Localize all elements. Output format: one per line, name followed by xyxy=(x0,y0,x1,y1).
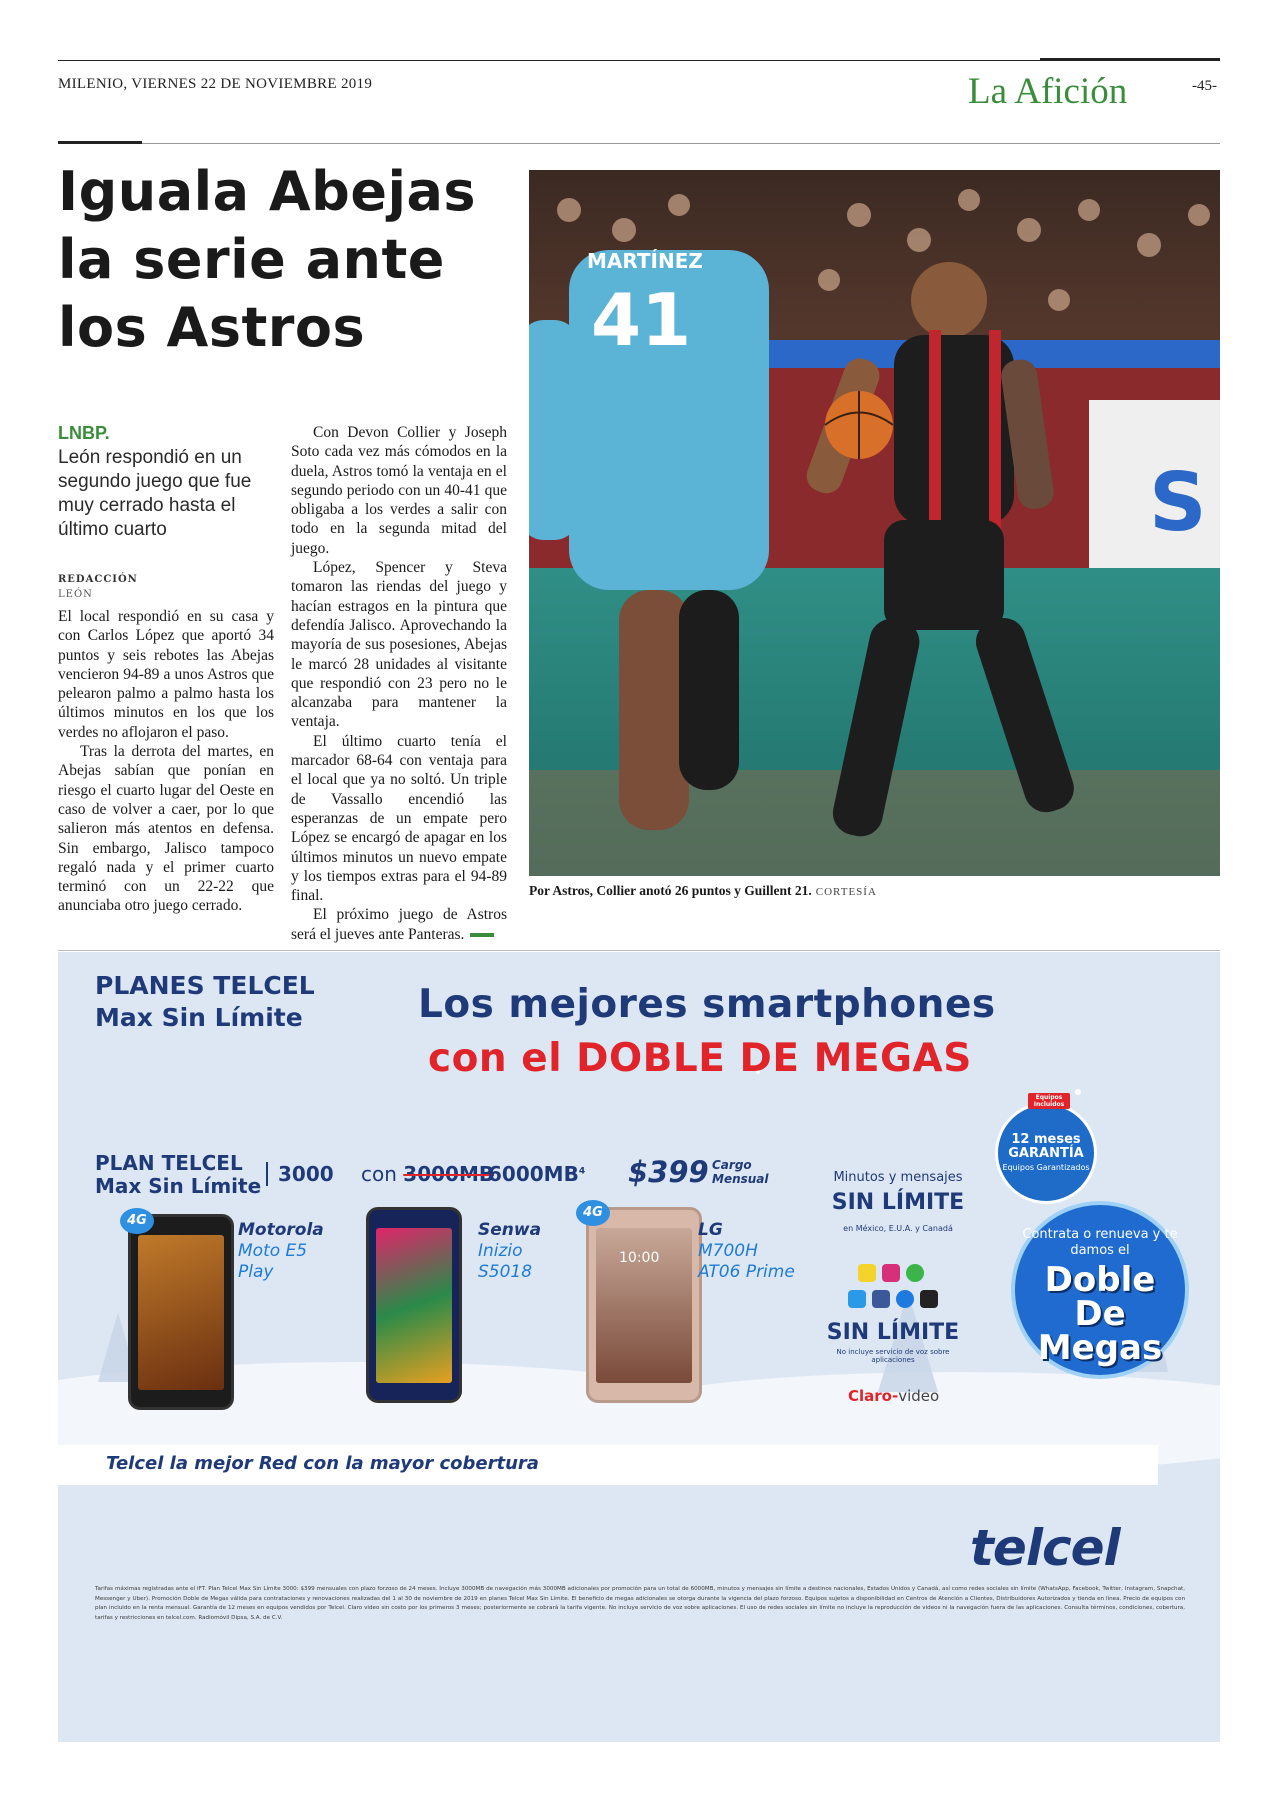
ad-title-line2 xyxy=(428,1036,972,1081)
body-paragraph: El local respondió en su casa y con Carlos López que aportó 34 puntos y seis rebotes las Abejas vencieron 94-89 a unos Astros que pelearon palmo a palmo hasta los últimos minutos en los que los verdes no aflojaron el paso. xyxy=(58,608,274,741)
telcel-advertisement xyxy=(58,952,1220,1742)
plan-number: 3000 xyxy=(266,1162,334,1186)
article-headline: Iguala Abejas la serie ante los Astros xyxy=(58,160,477,359)
phone-brand: LG xyxy=(698,1220,723,1240)
ad-rule xyxy=(58,950,1220,951)
no-voice-note: No incluye servicio de voz sobre aplicaciones xyxy=(836,1348,950,1364)
ad-plans-line1: PLANES TELCEL xyxy=(95,971,315,1000)
phone-screen xyxy=(376,1228,452,1383)
regions-label: en México, E.U.A. y Canadá xyxy=(843,1224,953,1233)
instagram-icon xyxy=(882,1264,900,1282)
section-title: La Afición xyxy=(968,71,1128,112)
basketball-photo xyxy=(529,170,1220,876)
uber-icon xyxy=(920,1290,938,1308)
caption-text: Por Astros, Collier anotó 26 puntos y Guillent 21. xyxy=(529,883,812,898)
end-mark xyxy=(470,933,494,937)
body-paragraph: Tras la derrota del martes, en Abejas sabían que ponían en riesgo el cuarto lugar del Oeste en caso de volver a caer, por lo que salieron más atentos en defensa. Sin embargo, Jalisco tampoco regaló nada y el primer cuarto terminó con un 22-22 que anunciaba otro juego cerrado. xyxy=(58,743,274,915)
megas-new xyxy=(488,1162,585,1186)
phone-name-motorola xyxy=(238,1220,324,1283)
page-number: -45- xyxy=(1192,78,1217,94)
messenger-icon xyxy=(896,1290,914,1308)
ad-plans-line2: Max Sin Límite xyxy=(95,1003,303,1032)
plan-name-line2: Max Sin Límite xyxy=(95,1174,262,1198)
twitter-icon xyxy=(848,1290,866,1308)
promo-circle xyxy=(1011,1201,1189,1379)
badge-4g: 4G xyxy=(120,1208,154,1234)
phone-model: S5018 xyxy=(478,1262,533,1282)
phone-brand: Senwa xyxy=(478,1220,542,1240)
megas-old xyxy=(361,1162,494,1186)
telcel-logo: telcel xyxy=(970,1519,1120,1577)
header-rule-accent xyxy=(1040,58,1220,61)
guarantee-main: 12 meses GARANTÍA xyxy=(1008,1132,1084,1161)
body-paragraph: El último cuarto tenía el marcador 68-64 con ventaja para el local que ya no soltó. Un triple de Vassallo encendió las esperanzas de un empate pero López se encargó de apagar en los últimos minutos un nuevo empate y los tiempos extras para el 94-89 final. xyxy=(291,732,507,905)
jersey-number: 41 xyxy=(591,278,692,362)
plan-name-line1: PLAN TELCEL xyxy=(95,1151,243,1175)
unlimited-label-2: SIN LÍMITE xyxy=(826,1320,960,1345)
app-icons-row-1 xyxy=(858,1264,924,1282)
body-paragraph: Con Devon Collier y Joseph Soto cada vez más cómodos en la duela, Astros tomó la ventaja en el segundo periodo con un 40-41 que obligaba a los verdes a salir con todo en la segunda mitad del juego. xyxy=(291,424,507,557)
article-column-1 xyxy=(58,607,274,916)
guarantee-seal xyxy=(995,1094,1097,1204)
ad-title-pre: con el xyxy=(428,1036,563,1081)
claro-video-logo: Claro-video xyxy=(848,1387,940,1405)
megas-new-value: 6000MB xyxy=(488,1162,579,1186)
article-kicker: LNBP. xyxy=(58,423,110,443)
claro-video: video xyxy=(898,1387,940,1405)
plan-price: $399 xyxy=(628,1155,709,1189)
ad-plans-label xyxy=(95,970,315,1034)
photo-caption xyxy=(529,883,877,899)
article-column-2 xyxy=(291,423,507,944)
phone-senwa xyxy=(366,1207,462,1403)
phone-clock: 10:00 xyxy=(619,1250,660,1266)
phone-screen xyxy=(138,1235,224,1390)
phone-name-senwa xyxy=(478,1220,541,1283)
phone-name-lg xyxy=(698,1220,795,1283)
megas-prefix: con xyxy=(361,1162,397,1186)
phone-brand: Motorola xyxy=(238,1220,324,1240)
phone-lg xyxy=(586,1207,702,1403)
article-photo xyxy=(529,170,1220,876)
phone-model: M700H xyxy=(698,1241,758,1261)
ad-fine-print: Tarifas máximas registradas ante el IFT. Plan Telcel Max Sin Límite 3000: $399 mensuales con plazo forzoso de 24 meses. Incluye 3000MB de navegación más 3000MB adicionales por promoción para un total de 6000MB, minutos y mensajes sin límite a destinos nacionales, Estados Unidos y Canadá, así como redes sociales sin límite (WhatsApp, Facebook, Twitter, Instagram, Snapchat, Messenger y Uber). Promoción Doble de Megas válida para contrataciones y renovaciones realizadas del 1 al 30 de noviembre de 2019 en planes Telcel Max Sin Límite. El beneficio de megas adicionales se otorga durante la vigencia del plazo forzoso. Equipos sujetos a disponibilidad en Centros de Atención a Clientes, Distribuidores Autorizados y tienda en línea. Precio de equipos con plan incluido en la renta mensual. Garantía de 12 meses en equipos vendidos por Telcel. Claro video sin costo por los primeros 3 meses; posteriormente se cobrará la tarifa vigente. No incluye servicio de voz sobre aplicaciones. El uso de redes sociales sin límite no incluye la reproducción de videos ni la navegación fuera de las aplicaciones. Consulta términos, condiciones, cobertura, tarifas y restricciones en telcel.com. Radiomóvil Dipsa, S.A. de C.V. xyxy=(95,1586,1185,1621)
price-label-line2: Mensual xyxy=(712,1172,769,1186)
promo-big: Doble De Megas xyxy=(1037,1260,1163,1368)
app-icons-row-2 xyxy=(848,1290,938,1308)
ad-slogan: Telcel la mejor Red con la mayor cobertura xyxy=(106,1453,539,1474)
phone-motorola xyxy=(128,1214,234,1410)
svg-text:S: S xyxy=(1149,456,1207,549)
body-text: El próximo juego de Astros será el jueves ante Panteras. xyxy=(291,906,507,943)
body-paragraph: López, Spencer y Steva tomaron las riendas del juego y hacían estragos en la pintura que defendía Jalisco. Aprovechando la mayoría de sus posesiones, Abejas le marcó 28 unidades al visitante que respondió con 23 pero no le alcanzaba para mantener la ventaja. xyxy=(291,559,507,731)
megas-note: 4 xyxy=(578,1166,586,1177)
phone-model: AT06 Prime xyxy=(698,1262,795,1282)
headline-rule-accent xyxy=(58,141,142,144)
price-label-line1: Cargo xyxy=(712,1158,752,1172)
price-label xyxy=(712,1158,769,1186)
plan-name xyxy=(95,1152,261,1198)
jersey-name: MARTÍNEZ xyxy=(587,249,703,273)
whatsapp-icon xyxy=(906,1264,924,1282)
unlimited-label: SIN LÍMITE xyxy=(831,1190,965,1215)
phone-model: Inizio xyxy=(478,1241,523,1261)
headline-rule xyxy=(58,143,1220,144)
guarantee-top: Equipos Incluidos xyxy=(1028,1093,1070,1109)
body-paragraph-last xyxy=(291,905,507,944)
article-deck: León respondió en un segundo juego que fue muy cerrado hasta el último cuarto xyxy=(58,447,252,540)
minutes-label: Minutos y mensajes xyxy=(833,1170,963,1185)
promo-text: Contrata o renueva y te damos el xyxy=(1022,1227,1178,1258)
claro-brand: Claro xyxy=(848,1387,892,1405)
megas-old-value: 3000MB xyxy=(403,1162,495,1186)
snapchat-icon xyxy=(858,1264,876,1282)
phone-model: Moto E5 xyxy=(238,1241,308,1261)
badge-4g: 4G xyxy=(576,1200,610,1226)
article-location: LEÓN xyxy=(58,589,93,600)
facebook-icon xyxy=(872,1290,890,1308)
photo-credit: CORTESÍA xyxy=(815,886,877,898)
guarantee-sub: Equipos Garantizados xyxy=(1002,1163,1090,1172)
article-byline: REDACCIÓN xyxy=(58,574,138,585)
ad-title-line1: Los mejores smartphones xyxy=(418,982,996,1027)
phone-model: Play xyxy=(238,1262,274,1282)
header-date: MILENIO, VIERNES 22 DE NOVIEMBRE 2019 xyxy=(58,76,373,92)
ad-title-emph: DOBLE DE MEGAS xyxy=(576,1036,972,1081)
